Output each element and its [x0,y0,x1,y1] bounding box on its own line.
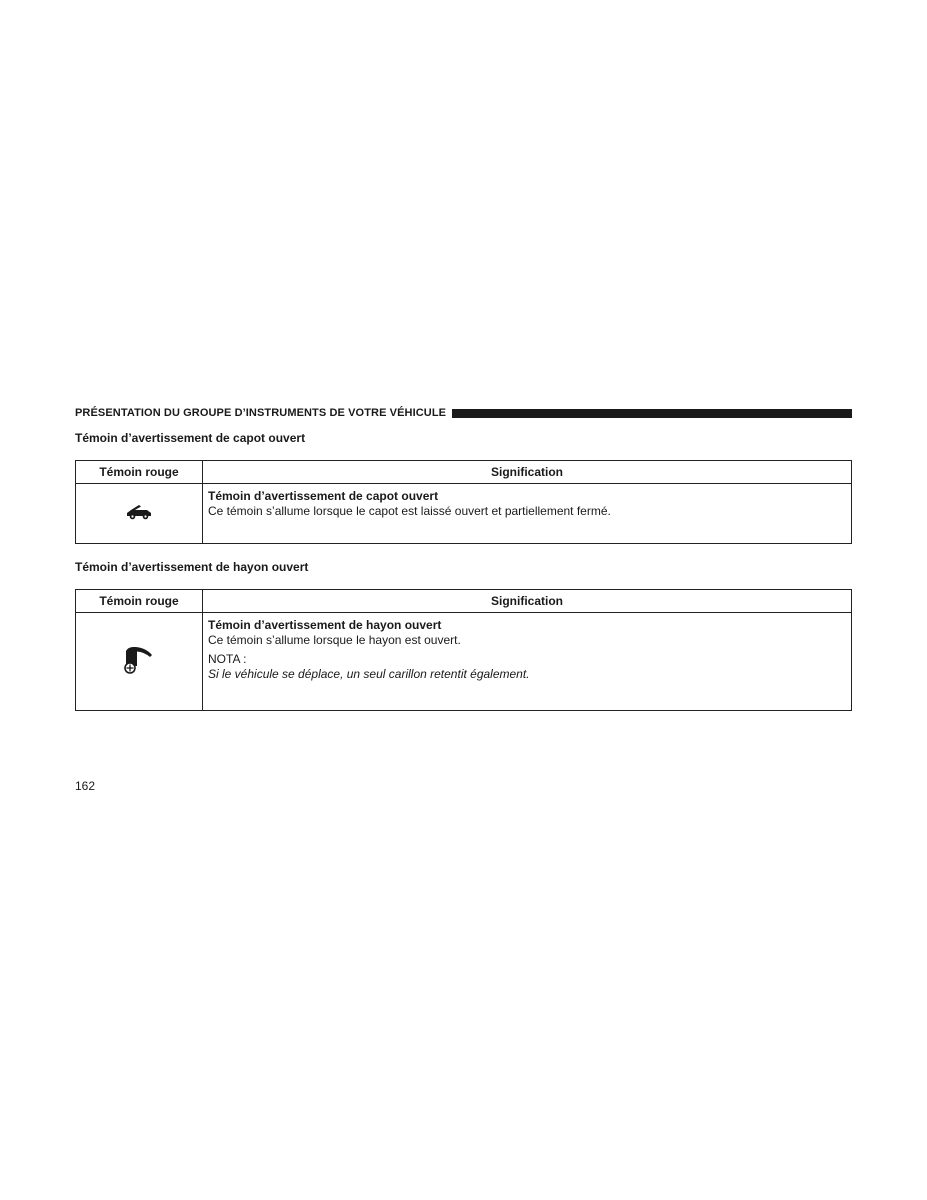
table-header-row [76,590,852,613]
liftgate-open-icon [122,664,156,678]
meaning-cell [203,484,852,544]
table-header-row [76,461,852,484]
column-header-meaning: Signification [203,461,852,484]
section-header [75,405,852,421]
note-label: NOTA : [208,652,247,666]
meaning-cell [203,613,852,711]
indicator-cell [76,613,203,711]
meaning-description: Ce témoin s’allume lorsque le hayon est ouvert. [208,633,461,647]
table-row [76,484,852,544]
note-text: Si le véhicule se déplace, un seul carillon retentit également. [208,667,530,681]
meaning-title: Témoin d’avertissement de capot ouvert [208,489,439,503]
column-header-indicator: Témoin rouge [76,590,203,613]
page-number: 162 [75,779,96,793]
table-row [76,613,852,711]
hood-warning-table [75,460,852,544]
column-header-meaning: Signification [203,590,852,613]
indicator-cell [76,484,203,544]
section-header-bar [452,409,852,418]
hood-open-icon [125,509,153,523]
column-header-indicator: Témoin rouge [76,461,203,484]
hood-warning-heading: Témoin d’avertissement de capot ouvert [75,431,306,445]
section-title: PRÉSENTATION DU GROUPE D’INSTRUMENTS DE VOTRE VÉHICULE [75,407,447,419]
liftgate-warning-table [75,589,852,711]
meaning-title: Témoin d’avertissement de hayon ouvert [208,618,442,632]
meaning-description: Ce témoin s’allume lorsque le capot est laissé ouvert et partiellement fermé. [208,504,611,518]
liftgate-warning-heading: Témoin d’avertissement de hayon ouvert [75,560,309,574]
